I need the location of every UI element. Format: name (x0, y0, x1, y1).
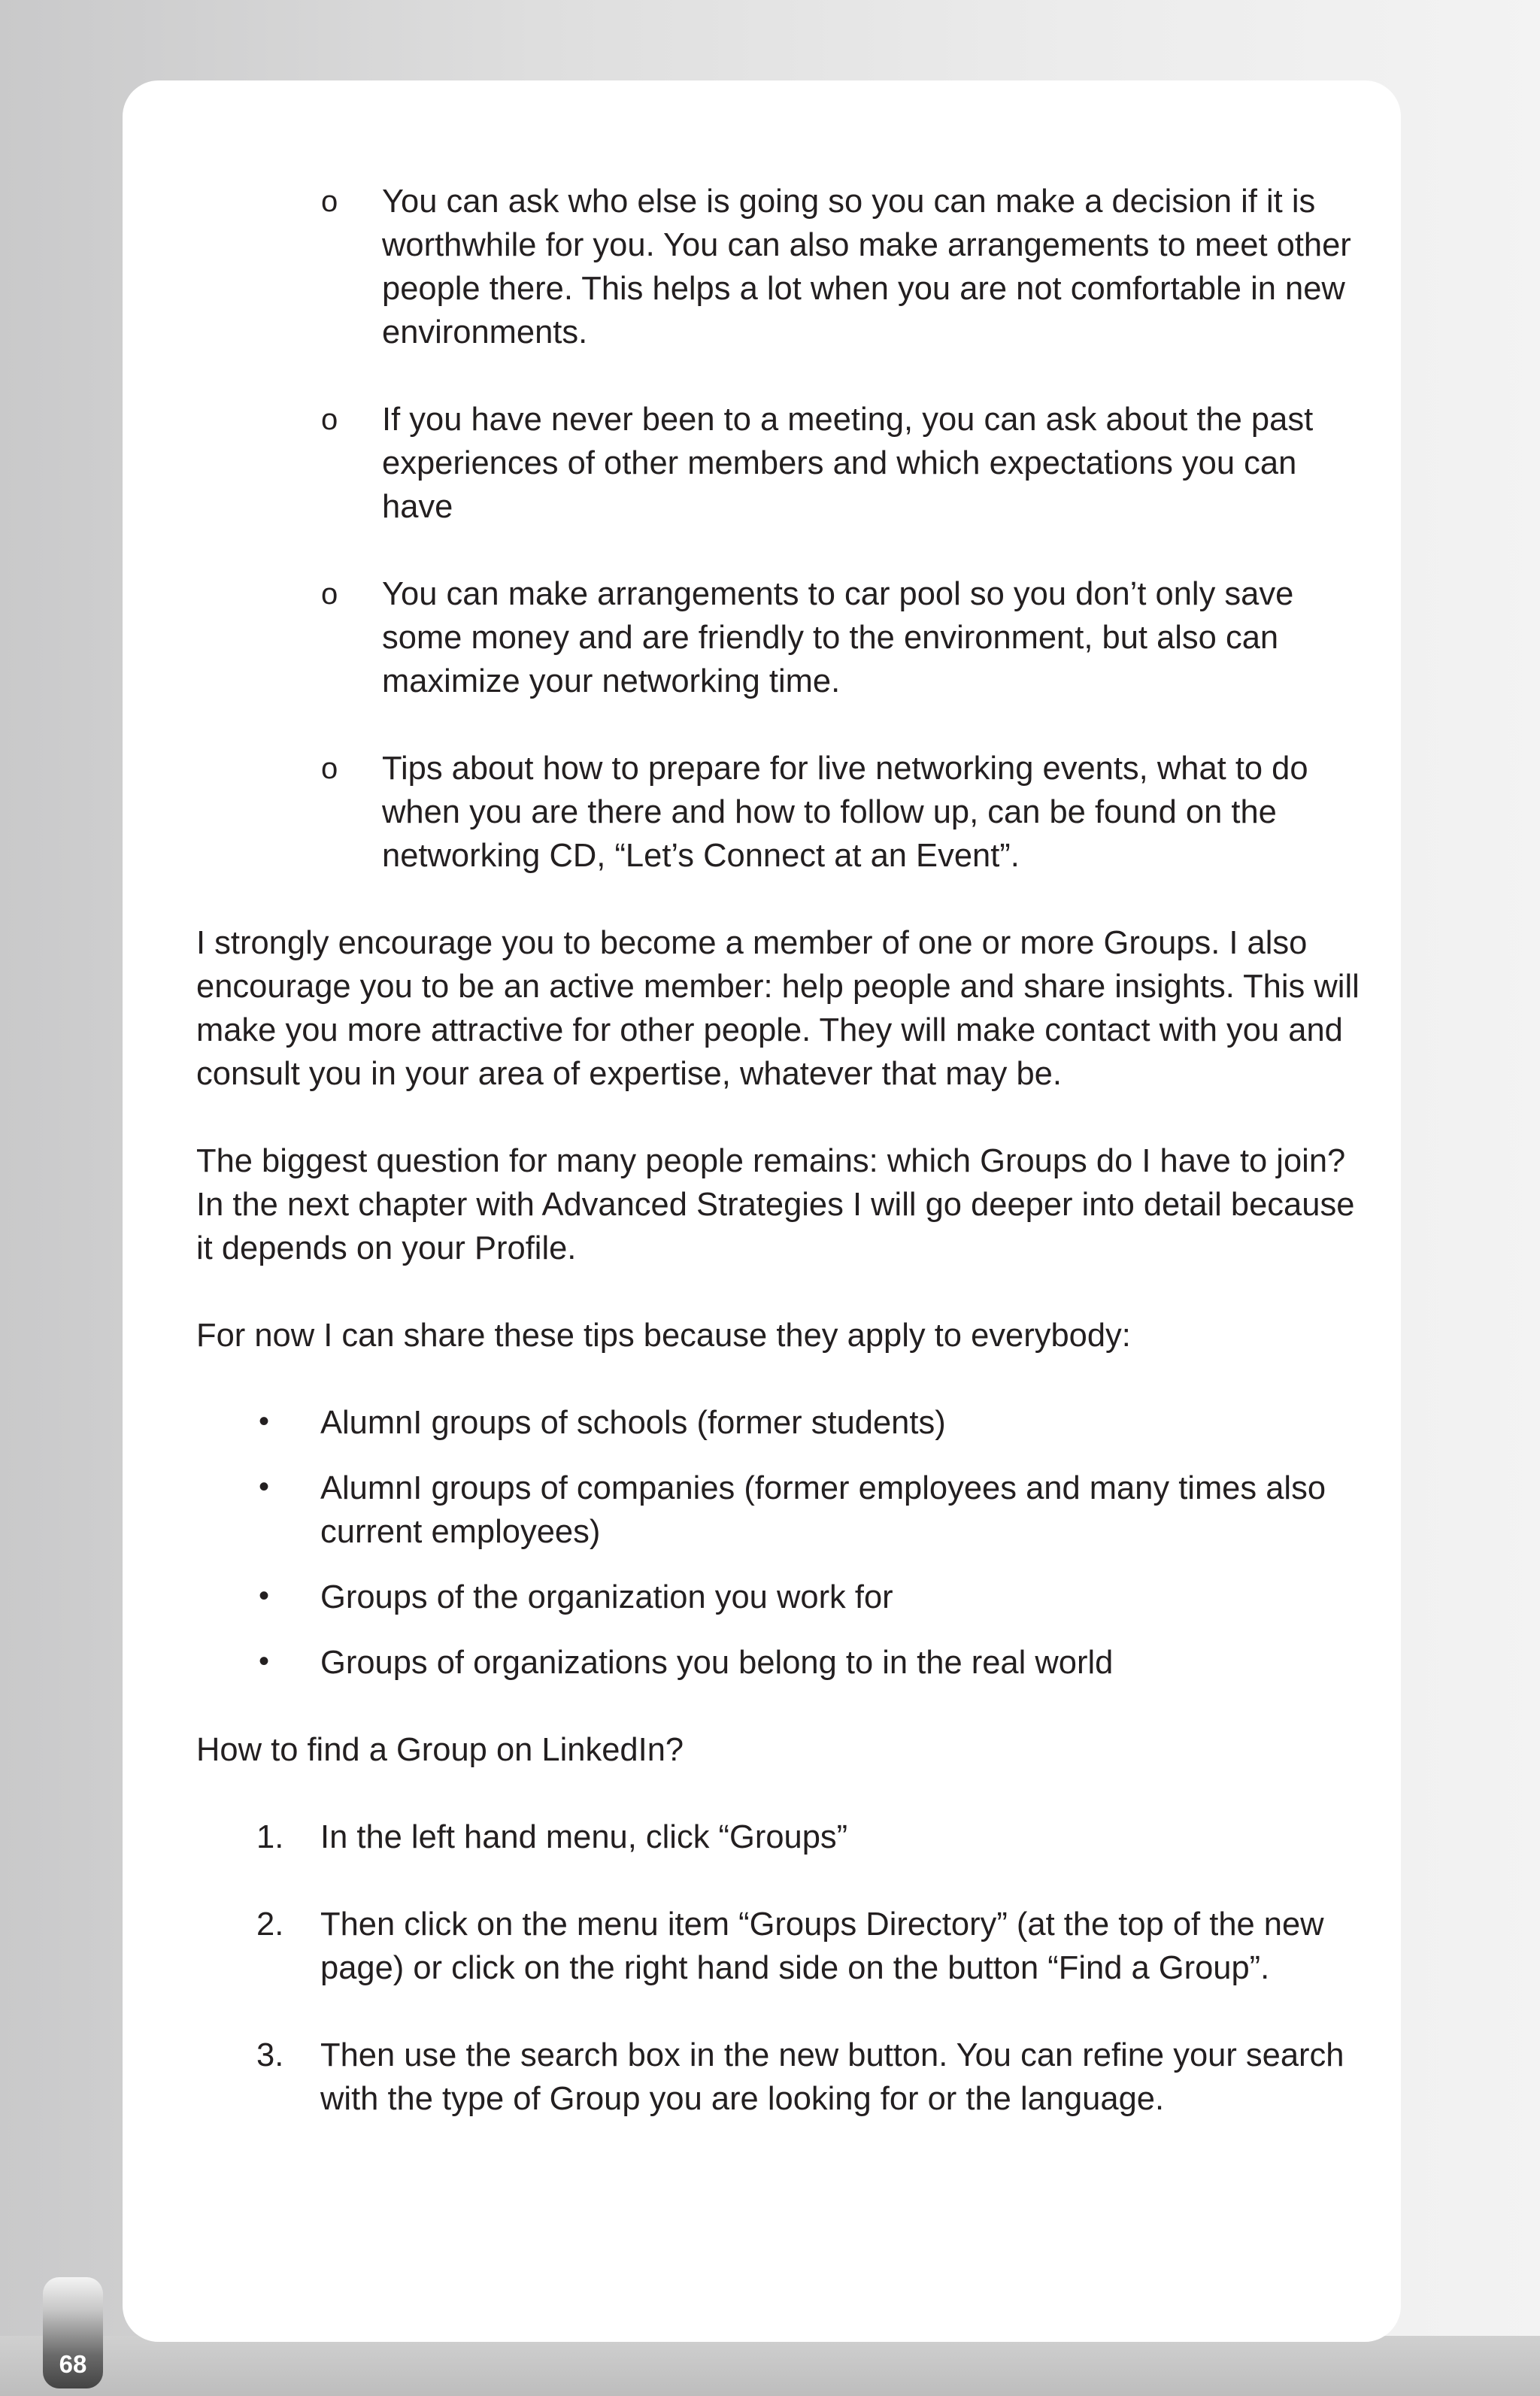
step-item (196, 1903, 1377, 1990)
tips-bullet-text: Groups of organizations you belong to in the real world (320, 1645, 1114, 1681)
step-item (196, 1815, 1377, 1859)
bottom-band (0, 2336, 1540, 2396)
step-item (196, 2034, 1377, 2121)
sub-bullet-item (196, 398, 1377, 529)
step-text: Then click on the menu item “Groups Directory” (at the top of the new page) or click on the right hand side on the button “Find a Group”. (320, 1906, 1324, 1986)
circle-bullet-marker: o (321, 403, 338, 436)
step-number: 1. (256, 1819, 284, 1855)
tips-bullet-list (196, 1401, 1377, 1685)
page-number-tab (43, 2277, 103, 2388)
bullet-dot-marker: • (259, 1470, 270, 1503)
tips-bullet-text: AlumnI groups of companies (former employees and many times also current employees) (320, 1470, 1326, 1550)
bullet-dot-marker: • (259, 1645, 270, 1678)
sub-bullet-text: You can make arrangements to car pool so you don’t only save some money and are friendly to the environment, but also can maximize your networking time. (382, 576, 1294, 699)
sub-bullet-text: If you have never been to a meeting, you can ask about the past experiences of other members and which expectations you can have (382, 402, 1314, 525)
paragraph-groups-membership: I strongly encourage you to become a member of one or more Groups. I also encourage you to be an active member: help people and share insights. This will make you more attractive for other people. They will make contact with you and consult you in your area of expertise, whatever that may be. (196, 925, 1360, 1092)
sub-bullet-item (196, 180, 1377, 354)
bullet-dot-marker: • (259, 1579, 270, 1612)
step-number: 2. (256, 1906, 284, 1943)
circle-bullet-marker: o (321, 185, 338, 218)
sub-bullet-list (196, 180, 1377, 878)
tips-bullet-item (196, 1576, 1377, 1619)
bullet-dot-marker: • (259, 1405, 270, 1438)
step-text: Then use the search box in the new button. You can refine your search with the type of Group you are looking for or the language. (320, 2037, 1344, 2117)
tips-bullet-text: AlumnI groups of schools (former students) (320, 1405, 946, 1441)
step-number: 3. (256, 2037, 284, 2073)
sub-bullet-item (196, 572, 1377, 703)
circle-bullet-marker: o (321, 578, 338, 611)
tips-bullet-item (196, 1641, 1377, 1685)
tips-bullet-item (196, 1401, 1377, 1445)
paragraph-find-group-question: How to find a Group on LinkedIn? (196, 1732, 684, 1768)
steps-numbered-list (196, 1815, 1377, 2121)
page-number: 68 (59, 2350, 87, 2378)
sub-bullet-item (196, 747, 1377, 878)
page-content (196, 180, 1377, 2164)
paragraph-tips-intro: For now I can share these tips because they apply to everybody: (196, 1318, 1131, 1354)
sub-bullet-text: You can ask who else is going so you can make a decision if it is worthwhile for you. You can also make arrangements to meet other people there. This helps a lot when you are not comfortable in new environments. (382, 183, 1351, 350)
step-text: In the left hand menu, click “Groups” (320, 1819, 848, 1855)
paragraph-which-groups: The biggest question for many people remains: which Groups do I have to join? In the next chapter with Advanced Strategies I will go deeper into detail because it depends on your Profile. (196, 1143, 1355, 1266)
sub-bullet-text: Tips about how to prepare for live networking events, what to do when you are there and how to follow up, can be found on the networking CD, “Let’s Connect at an Event”. (382, 751, 1308, 874)
circle-bullet-marker: o (321, 752, 338, 785)
tips-bullet-item (196, 1466, 1377, 1554)
tips-bullet-text: Groups of the organization you work for (320, 1579, 893, 1615)
